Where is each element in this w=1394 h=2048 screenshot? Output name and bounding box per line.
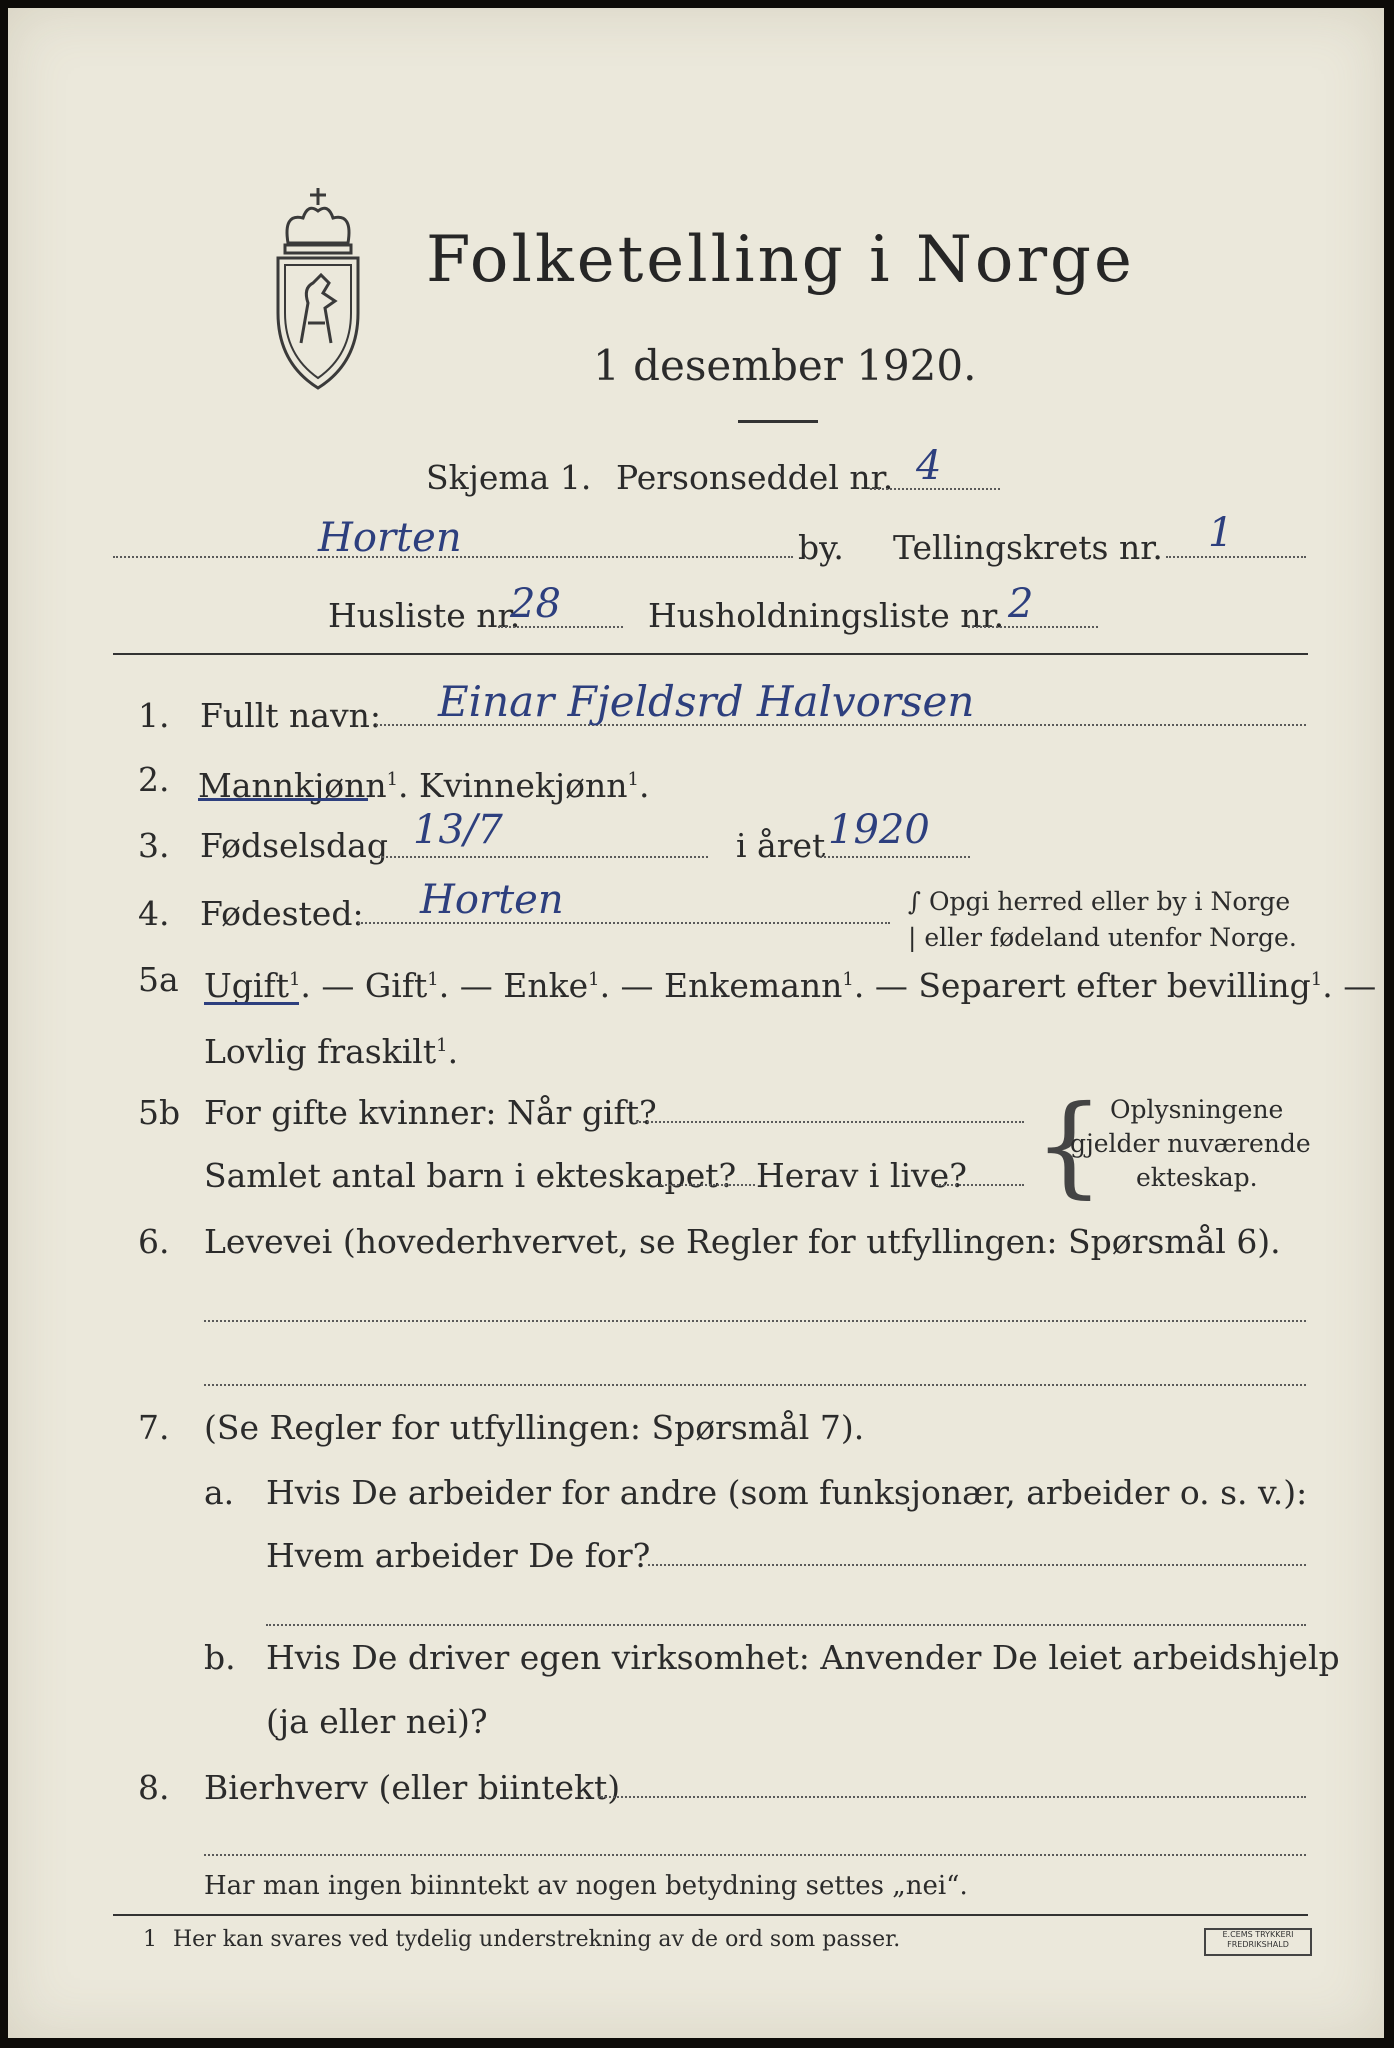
personseddel-label: Personseddel nr. [616, 458, 894, 497]
q8-label: Bierhverv (eller biintekt) [204, 1768, 621, 1807]
q3-number: 3. [138, 826, 170, 865]
census-form: Folketelling i Norge 1 desember 1920. Skjema 1. Personseddel nr. 4 Horten by. Tellingskrets nr. 1 Husliste nr. 28 Husholdningsliste nr. 2 1. Fullt navn: Einar Fjeldsrd Halvorsen 2. Mannkjønn$^1$. Kvinnekjønn$^1$. 3. Fødselsdag 13/7 i året 1920 4. Fødested: Horten ∫ Opgi herred eller by i Norge | eller fødeland utenfor Norge. 5a Ugift$^1$. — Gift$^1$. — Enke$^1$. — Enkemann$^1$. — Separert efter bevilling$^1$. — Lovlig fraskilt$^1$. 5b For gifte kvinner: Når gift? Samlet antal barn i ekteskapet? Herav i live? { Oplysningene gjelder nuværende ekteskap. 6. Levevei (hovederhvervet, se Regler for utfyllingen: Spørsmål 6). 7. (Se Regler for utfyllingen: Spørsmål 7). a. Hvis De arbeider for andre (som funksjonær, arbeider o. s. v.): Hvem arbeider De for? b. Hvis De driver egen virksomhet: Anvender De leiet arbeidshjelp (ja eller nei)? 8. Bierhverv (eller biintekt) Har man ingen biinntekt av nogen betydning settes „nei“. 1 Her kan svares ved tydelig understrekning av de ord som passer. E.CEMS TRYKKERI FREDRIKSHALD [8, 8, 1384, 2038]
tellingskrets-label: Tellingskrets nr. [893, 528, 1163, 567]
full-name-value[interactable]: Einar Fjeldsrd Halvorsen [438, 677, 975, 726]
by-label: by. [798, 528, 844, 567]
tellingskrets-value[interactable]: 1 [1208, 510, 1234, 556]
q4-number: 4. [138, 894, 170, 933]
q7-number: 7. [138, 1408, 170, 1447]
printer-stamp: E.CEMS TRYKKERI FREDRIKSHALD [1204, 1928, 1312, 1956]
q5b-number: 5b [138, 1093, 181, 1132]
q7b-label: Hvis De driver egen virksomhet: Anvender De leiet arbeidshjelp [266, 1638, 1340, 1677]
skjema-label: Skjema 1. [426, 458, 592, 497]
enkemann-option[interactable]: Enkemann [664, 966, 843, 1005]
q5a-fraskilt[interactable]: Lovlig fraskilt$^1$. [204, 1032, 459, 1071]
ugift-option[interactable]: Ugift [204, 966, 289, 1005]
q5a-number: 5a [138, 960, 179, 999]
q5b-note-2: gjelder nuværende [1070, 1129, 1311, 1158]
husliste-value[interactable]: 28 [510, 581, 561, 627]
female-option[interactable]: Kvinnekjønn [419, 766, 628, 805]
male-option[interactable]: Mannkjønn [198, 766, 387, 805]
q5b-note-1: Oplysningene [1110, 1095, 1284, 1124]
q8-note: Har man ingen biinntekt av nogen betydning settes „nei“. [204, 1871, 968, 1901]
q6-label: Levevei (hovederhvervet, se Regler for utfyllingen: Spørsmål 6). [204, 1222, 1281, 1261]
q3-label: Fødselsdag [200, 826, 388, 865]
q4-note-1: ∫ Opgi herred eller by i Norge [908, 887, 1291, 916]
husholdning-value[interactable]: 2 [1008, 581, 1034, 627]
q2-sex-options: Mannkjønn$^1$. Kvinnekjønn$^1$. [198, 766, 650, 805]
q7a-letter: a. [204, 1473, 235, 1512]
q5b-note-3: ekteskap. [1136, 1163, 1258, 1192]
q5b-alive-label: Herav i live? [756, 1156, 967, 1195]
q5b-label: For gifte kvinner: Når gift? [204, 1093, 657, 1132]
q6-number: 6. [138, 1222, 170, 1261]
norwegian-coat-of-arms-icon [263, 183, 373, 393]
q7-label: (Se Regler for utfyllingen: Spørsmål 7). [204, 1408, 865, 1447]
census-date: 1 desember 1920. [593, 341, 977, 390]
footnote-mark: 1 [143, 1927, 157, 1952]
q8-number: 8. [138, 1768, 170, 1807]
birthplace-value[interactable]: Horten [420, 877, 564, 923]
q7b-letter: b. [204, 1638, 236, 1677]
personseddel-value[interactable]: 4 [916, 443, 942, 489]
separert-option[interactable]: Separert efter bevilling [918, 966, 1311, 1005]
gift-option[interactable]: Gift [364, 966, 428, 1005]
city-value[interactable]: Horten [318, 515, 462, 561]
q4-label: Fødested: [200, 894, 364, 933]
husholdning-label: Husholdningsliste nr. [648, 596, 1005, 635]
q1-label: Fullt navn: [200, 696, 381, 735]
q3-year-label: i året [736, 826, 826, 865]
husliste-label: Husliste nr. [328, 596, 521, 635]
q7a-sub: Hvem arbeider De for? [266, 1536, 651, 1575]
q7b-sub: (ja eller nei)? [266, 1702, 488, 1741]
enke-option[interactable]: Enke [503, 966, 589, 1005]
q2-number: 2. [138, 760, 170, 799]
q5b-children-label: Samlet antal barn i ekteskapet? [204, 1156, 737, 1195]
birthday-value[interactable]: 13/7 [413, 807, 503, 853]
birth-year-value[interactable]: 1920 [828, 807, 930, 853]
q5a-options: Ugift$^1$. — Gift$^1$. — Enke$^1$. — Enkemann$^1$. — Separert efter bevilling$^1$. — [204, 966, 1377, 1005]
q7a-label: Hvis De arbeider for andre (som funksjonær, arbeider o. s. v.): [266, 1473, 1308, 1512]
footnote-text: Her kan svares ved tydelig understrekning av de ord som passer. [173, 1927, 901, 1952]
q4-note-2: | eller fødeland utenfor Norge. [908, 923, 1297, 952]
q1-number: 1. [138, 696, 170, 735]
form-title: Folketelling i Norge [426, 223, 1135, 297]
